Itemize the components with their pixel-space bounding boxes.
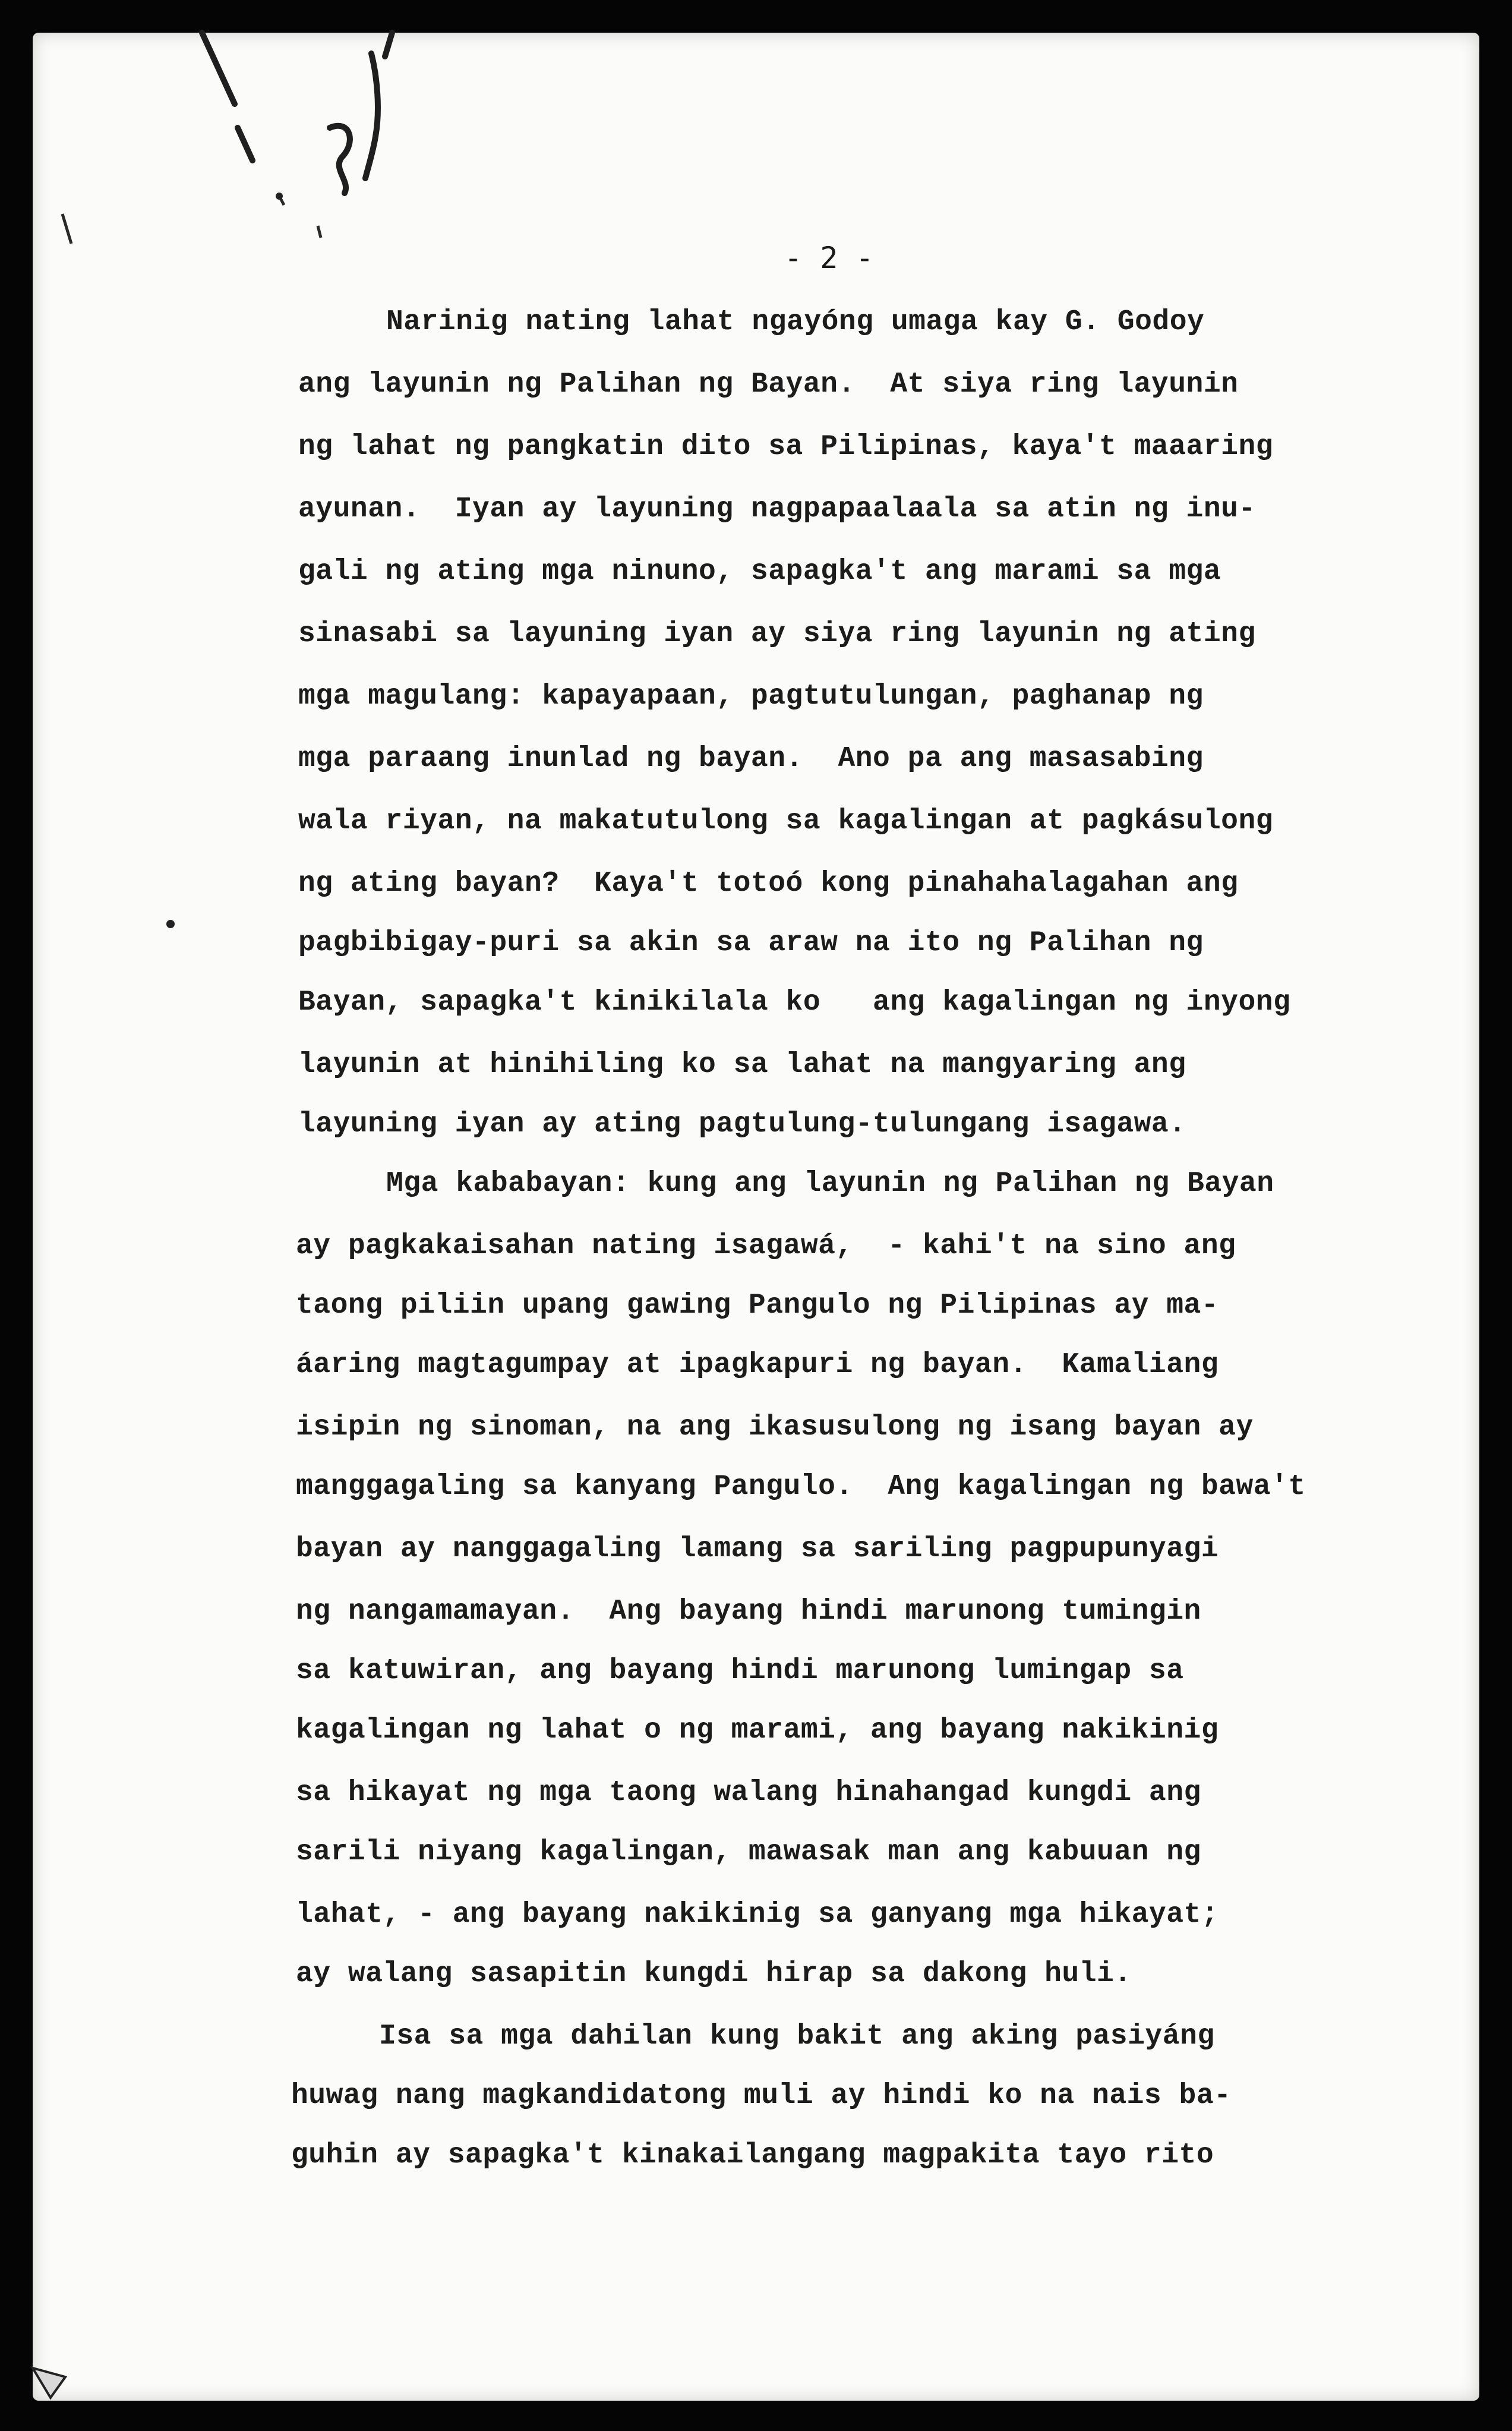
text-line: manggagaling sa kanyang Pangulo. Ang kagalingan ng bawa't	[296, 1471, 1306, 1503]
text-line: Mga kababayan: kung ang layunin ng Palihan ng Bayan	[386, 1168, 1274, 1200]
text-line: Isa sa mga dahilan kung bakit ang aking pasiyáng	[379, 2020, 1215, 2052]
text-line: bayan ay nanggagaling lamang sa sariling pagpupunyagi	[296, 1533, 1219, 1565]
text-line: ang layunin ng Palihan ng Bayan. At siya ring layunin	[298, 368, 1239, 401]
corner-fold-mark	[33, 2368, 65, 2398]
pen-scribble	[202, 33, 392, 193]
text-line: wala riyan, na makatutulong sa kagalingan at pagkásulong	[298, 805, 1274, 837]
text-line: Narinig nating lahat ngayóng umaga kay G. Godoy	[386, 306, 1205, 338]
text-line: ng nangamamayan. Ang bayang hindi marunong tumingin	[296, 1596, 1201, 1628]
text-line: mga paraang inunlad ng bayan. Ano pa ang masasabing	[298, 743, 1204, 775]
text-line: huwag nang magkandidatong muli ay hindi ko na nais ba-	[291, 2080, 1232, 2112]
text-line: isipin ng sinoman, na ang ikasusulong ng isang bayan ay	[296, 1411, 1254, 1443]
text-line: sa katuwiran, ang bayang hindi marunong lumingap sa	[296, 1655, 1184, 1687]
text-line: sa hikayat ng mga taong walang hinahangad kungdi ang	[296, 1777, 1201, 1809]
text-line: taong piliin upang gawing Pangulo ng Pilipinas ay ma-	[296, 1289, 1219, 1322]
text-line: áaring magtagumpay at ipagkapuri ng bayan. Kamaliang	[296, 1349, 1219, 1381]
text-line: guhin ay sapagka't kinakailangang magpakita tayo rito	[291, 2139, 1214, 2171]
text-line: layuning iyan ay ating pagtulung-tulungang isagawa.	[298, 1108, 1186, 1140]
text-line: pagbibigay-puri sa akin sa araw na ito ng Palihan ng	[298, 927, 1204, 959]
text-line: ay pagkakaisahan nating isagawá, - kahi't na sino ang	[296, 1230, 1236, 1262]
margin-dot	[166, 920, 175, 928]
text-line: kagalingan ng lahat o ng marami, ang bayang nakikinig	[296, 1714, 1219, 1746]
text-line: Bayan, sapagka't kinikilala ko ang kagalingan ng inyong	[298, 986, 1291, 1019]
text-line: sinasabi sa layuning iyan ay siya ring layunin ng ating	[298, 618, 1256, 650]
text-line: layunin at hinihiling ko sa lahat na mangyaring ang	[298, 1049, 1186, 1081]
text-line: lahat, - ang bayang nakikinig sa ganyang mga hikayat;	[296, 1899, 1219, 1931]
text-line: ay walang sasapitin kungdi hirap sa dakong huli.	[296, 1958, 1132, 1990]
text-line: gali ng ating mga ninuno, sapagka't ang marami sa mga	[298, 556, 1221, 588]
page-number: - 2 -	[784, 241, 874, 275]
tick-marks	[62, 196, 321, 244]
text-line: mga magulang: kapayapaan, pagtutulungan, paghanap ng	[298, 680, 1204, 712]
text-line: sarili niyang kagalingan, mawasak man ang kabuuan ng	[296, 1836, 1201, 1868]
text-line: ng lahat ng pangkatin dito sa Pilipinas, kaya't maaaring	[298, 431, 1274, 463]
margin-dot-2	[276, 193, 283, 200]
text-line: ng ating bayan? Kaya't totoó kong pinahahalagahan ang	[298, 868, 1239, 900]
text-line: ayunan. Iyan ay layuning nagpapaalaala sa atin ng inu-	[298, 493, 1256, 525]
